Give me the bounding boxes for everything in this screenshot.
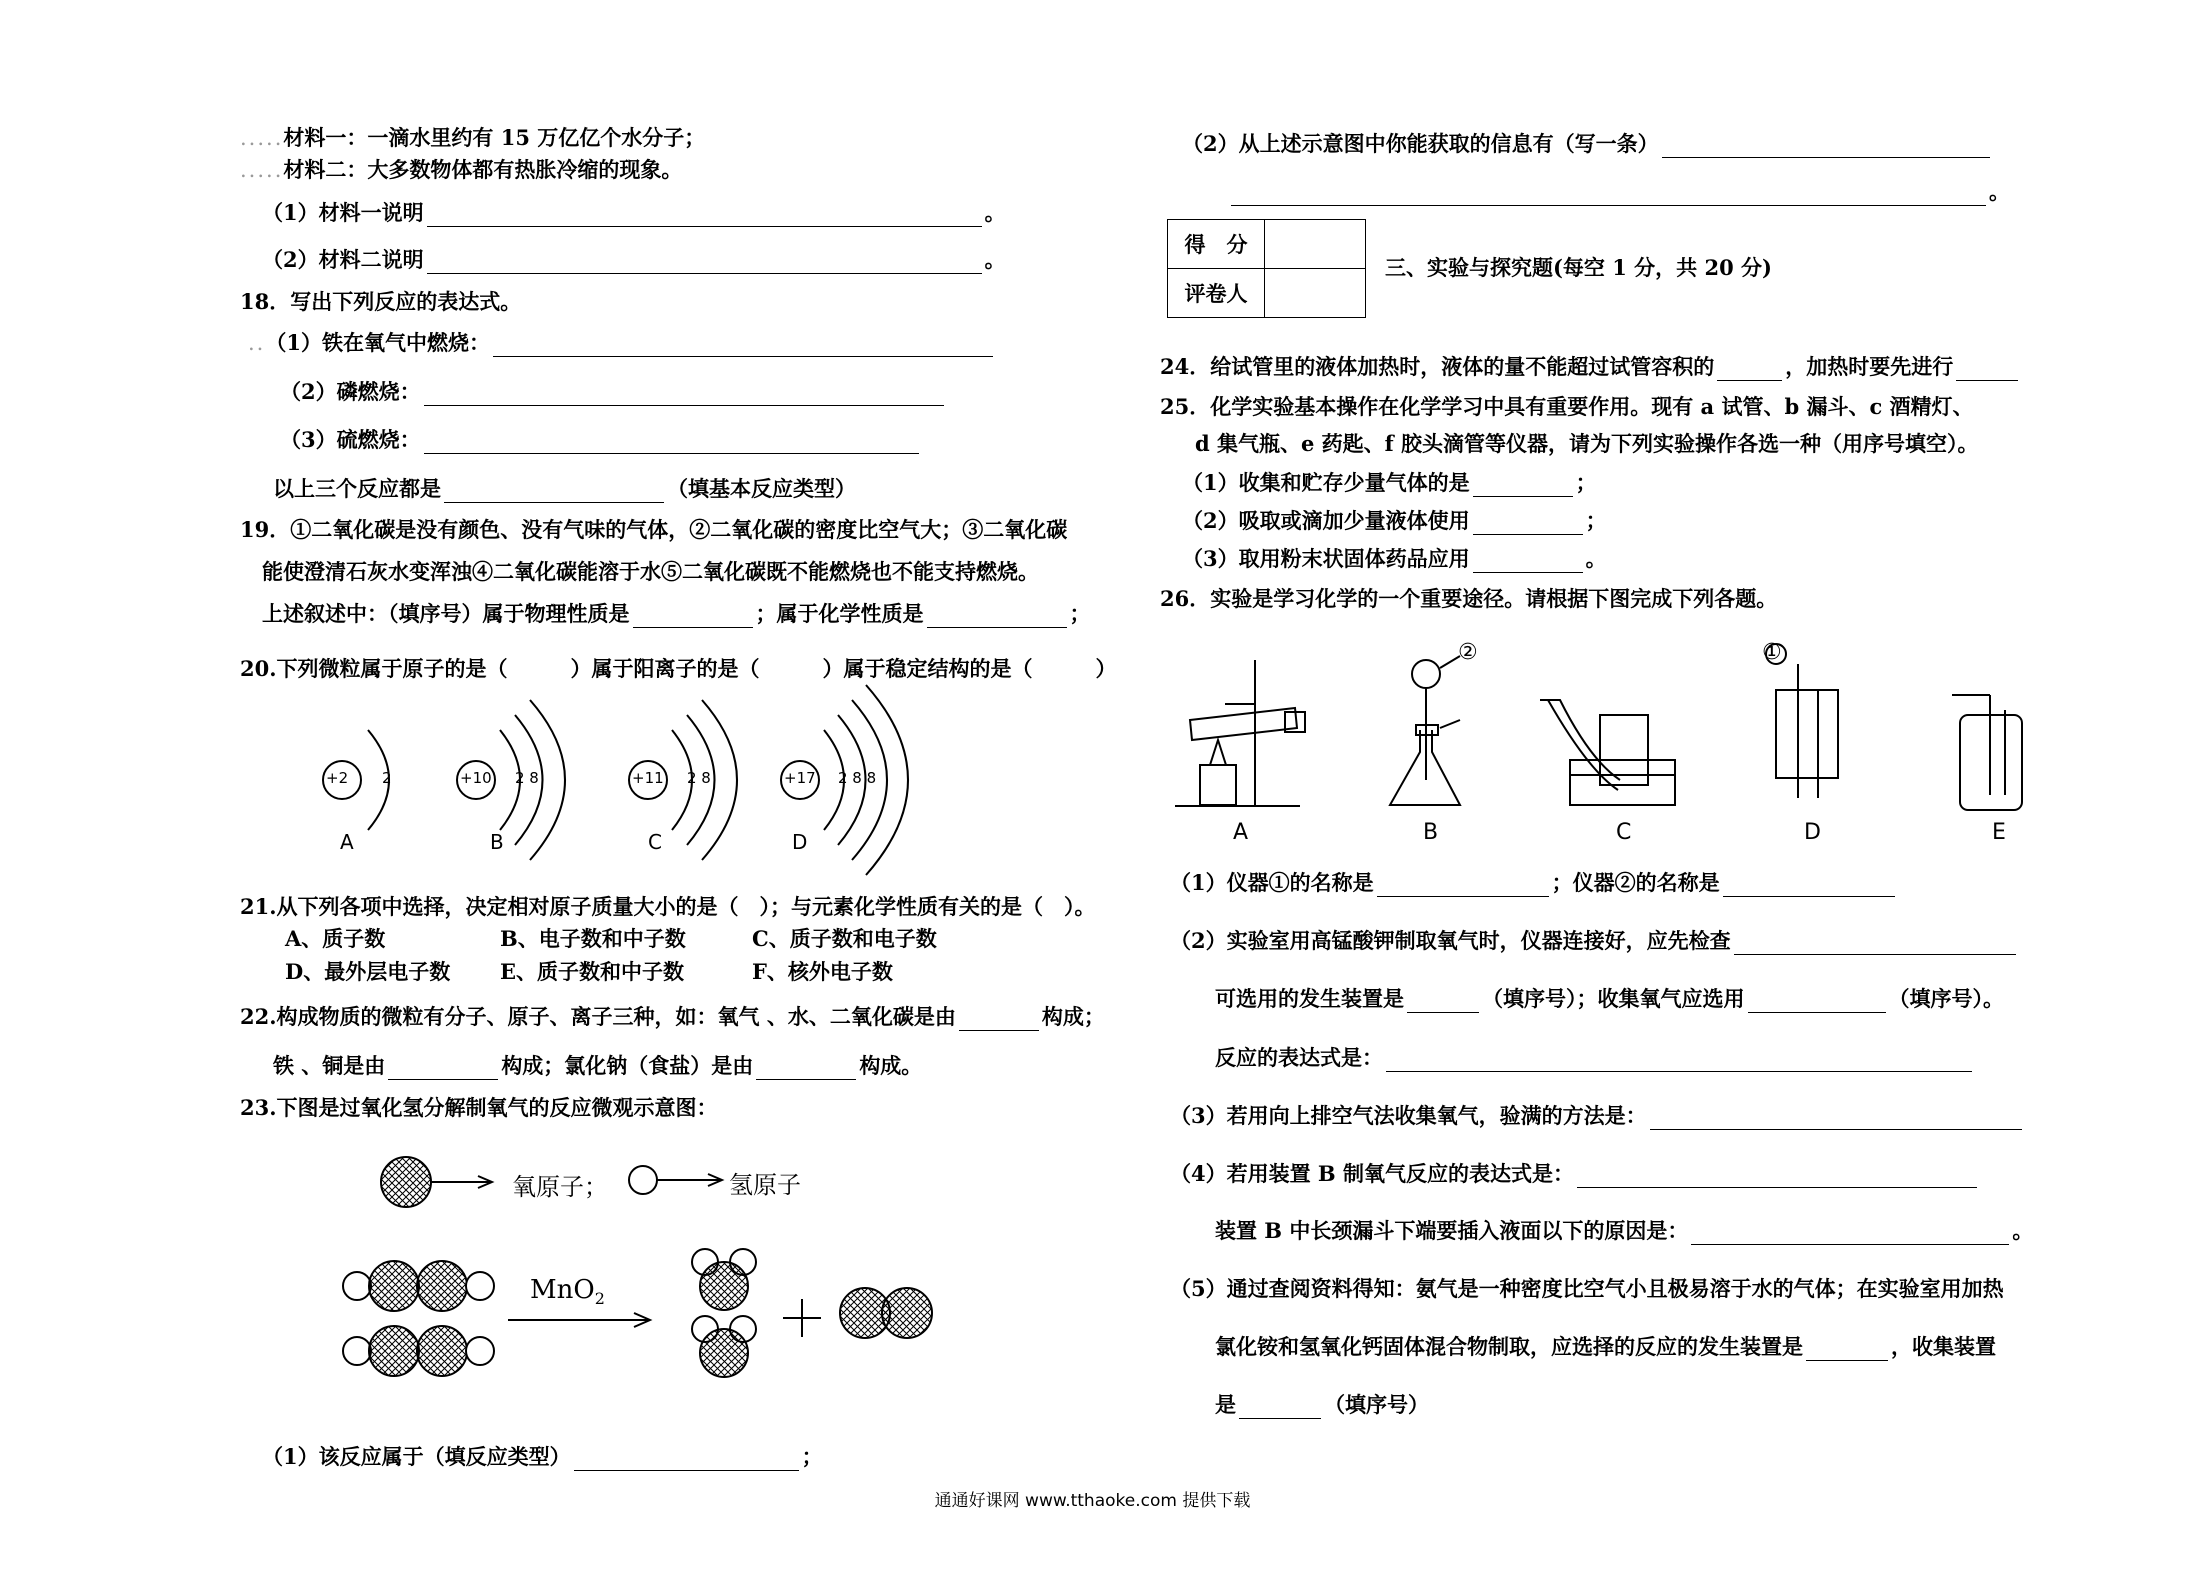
q18-4: 以上三个反应都是 （填基本反应类型）	[273, 476, 856, 501]
score-label: 得 分	[1168, 220, 1265, 269]
answer-blank[interactable]	[1407, 992, 1479, 1013]
q22-line1: 22.构成物质的微粒有分子、原子、离子三种，如：氧气 、水、二氧化碳是由 构成；	[240, 1004, 1105, 1029]
q26-5-line3: 是 （填序号）	[1215, 1392, 1429, 1417]
atom-b-nucleus: +10	[460, 769, 492, 787]
apparatus-b	[1390, 656, 1460, 805]
q23-2-continued: 。	[1228, 178, 2010, 206]
q19-line2: 能使澄清石灰水变浑浊④二氧化碳能溶于水⑤二氧化碳既不能燃烧也不能支持燃烧。	[262, 559, 1039, 584]
atom-c-label: C	[648, 830, 662, 854]
q22-line2: 铁 、铜是由 构成；氯化钠（食盐）是由 构成。	[273, 1053, 923, 1078]
q21-option-c: C、质子数和电子数	[752, 926, 937, 951]
material-1-question: （1）材料一说明 。	[262, 200, 1006, 225]
atom-d-nucleus: +17	[784, 769, 816, 787]
q18-1: ..（1）铁在氧气中燃烧：	[248, 329, 996, 357]
section-3-title: 三、实验与探究题(每空 1 分，共 20 分)	[1385, 255, 1772, 280]
apparatus-e	[1952, 695, 2022, 810]
q25-line2: d 集气瓶、e 药匙、f 胶头滴管等仪器，请为下列实验操作各选一种（用序号填空）。	[1195, 431, 1979, 456]
q25-1: （1）收集和贮存少量气体的是 ；	[1182, 470, 1597, 495]
atom-a-label: A	[340, 830, 354, 854]
q24: 24．给试管里的液体加热时，液体的量不能超过试管容积的 ，加热时要先进行	[1160, 353, 2021, 381]
q26-5-line2: 氯化铵和氢氧化钙固体混合物制取，应选择的反应的发生装置是 ，收集装置	[1215, 1334, 1996, 1359]
apparatus-mark-2: ②	[1458, 640, 1478, 665]
q26-3: （3）若用向上排空气法收集氧气，验满的方法是：	[1170, 1102, 2025, 1130]
apparatus-label-a: A	[1233, 820, 1249, 845]
q23-2: （2）从上述示意图中你能获取的信息有（写一条）	[1182, 130, 1993, 158]
apparatus-label-c: C	[1616, 820, 1632, 845]
material-2-question: （2）材料二说明 。	[262, 247, 1006, 272]
answer-blank[interactable]	[1650, 1109, 2022, 1130]
answer-blank[interactable]	[1806, 1340, 1888, 1361]
answer-blank[interactable]	[1239, 1398, 1321, 1419]
footer-credit: 通通好课网 www.tthaoke.com 提供下载	[934, 1491, 1251, 1511]
atom-b-shells: 2 8	[515, 769, 539, 787]
apparatus-label-e: E	[1992, 820, 2006, 845]
q19-line3: 上述叙述中：（填序号）属于物理性质是 ；属于化学性质是 ；	[262, 601, 1091, 626]
apparatus-mark-1: ①	[1762, 640, 1782, 665]
atom-d-shells: 2 8 8	[838, 769, 877, 787]
apparatus-d	[1766, 644, 1838, 798]
answer-blank[interactable]	[1577, 1167, 1977, 1188]
atom-d-label: D	[792, 830, 808, 854]
apparatus-label-d: D	[1804, 820, 1821, 845]
atom-c-nucleus: +11	[632, 769, 664, 787]
q26-2-apparatus: 可选用的发生装置是 （填序号）；收集氧气应选用 （填序号）。	[1215, 986, 2004, 1011]
q25-3: （3）取用粉末状固体药品应用 。	[1182, 546, 1607, 571]
material-2: .....材料二：大多数物体都有热胀冷缩的现象。	[240, 157, 683, 182]
q18-2: （2）磷燃烧：	[280, 378, 947, 406]
q25-line1: 25．化学实验基本操作在化学学习中具有重要作用。现有 a 试管、b 漏斗、c 酒精灯、	[1160, 394, 1974, 419]
q21-option-e: E、质子数和中子数	[500, 959, 685, 984]
catalyst-label: MnO$_2$	[530, 1275, 605, 1309]
material-1: .....材料一：一滴水里约有 15 万亿亿个水分子；	[240, 125, 706, 150]
answer-blank[interactable]	[1734, 934, 2016, 955]
q19-line1: 19．①二氧化碳是没有颜色、没有气味的气体，②二氧化碳的密度比空气大；③二氧化碳	[240, 517, 1068, 542]
q21-option-f: F、核外电子数	[752, 959, 893, 984]
atom-c-shells: 2 8	[687, 769, 711, 787]
answer-blank[interactable]	[1386, 1051, 1972, 1072]
q26-4: （4）若用装置 B 制氧气反应的表达式是：	[1170, 1160, 1980, 1188]
q25-2: （2）吸取或滴加少量液体使用 ；	[1182, 508, 1607, 533]
answer-blank[interactable]	[1691, 1224, 2009, 1245]
q26-1: （1）仪器①的名称是 ；仪器②的名称是	[1170, 869, 1898, 897]
apparatus-label-b: B	[1423, 820, 1439, 845]
apparatus-a	[1175, 660, 1305, 806]
atom-b-label: B	[490, 830, 504, 854]
q20: 20.下列微粒属于原子的是（ ）属于阳离子的是（ ）属于稳定结构的是（ ）	[240, 656, 1117, 681]
legend-hydrogen-label: 氢原子	[729, 1171, 801, 1199]
q26-2-equation: 反应的表达式是：	[1215, 1044, 1975, 1072]
q23: 23.下图是过氧化氢分解制氧气的反应微观示意图：	[240, 1095, 718, 1120]
q21: 21.从下列各项中选择，决定相对原子质量大小的是（ ）；与元素化学性质有关的是（ ）。	[240, 894, 1096, 919]
q26-5-line1: （5）通过查阅资料得知：氨气是一种密度比空气小且极易溶于水的气体；在实验室用加热	[1170, 1276, 2004, 1301]
q26: 26．实验是学习化学的一个重要途径。请根据下图完成下列各题。	[1160, 586, 1778, 611]
answer-blank[interactable]	[1748, 992, 1886, 1013]
q18-title: 18．写出下列反应的表达式。	[240, 289, 522, 314]
q26-2: （2）实验室用高锰酸钾制取氧气时，仪器连接好，应先检查	[1170, 927, 2019, 955]
q18-3: （3）硫燃烧：	[280, 426, 922, 454]
legend-oxygen-label: 氧原子；	[512, 1173, 608, 1201]
atom-a-nucleus: +2	[326, 769, 349, 787]
q21-option-a: A、质子数	[285, 926, 386, 951]
reviewer-label: 评卷人	[1168, 269, 1265, 318]
q26-4-reason: 装置 B 中长颈漏斗下端要插入液面以下的原因是： 。	[1215, 1218, 2034, 1243]
q21-option-d: D、最外层电子数	[285, 959, 451, 984]
atom-a-shells: 2	[382, 769, 392, 787]
answer-blank[interactable]	[1377, 876, 1549, 897]
apparatus-c	[1540, 700, 1675, 805]
q21-option-b: B、电子数和中子数	[500, 926, 686, 951]
answer-blank[interactable]	[1723, 876, 1895, 897]
q23-1: （1）该反应属于（填反应类型） ；	[262, 1444, 823, 1469]
